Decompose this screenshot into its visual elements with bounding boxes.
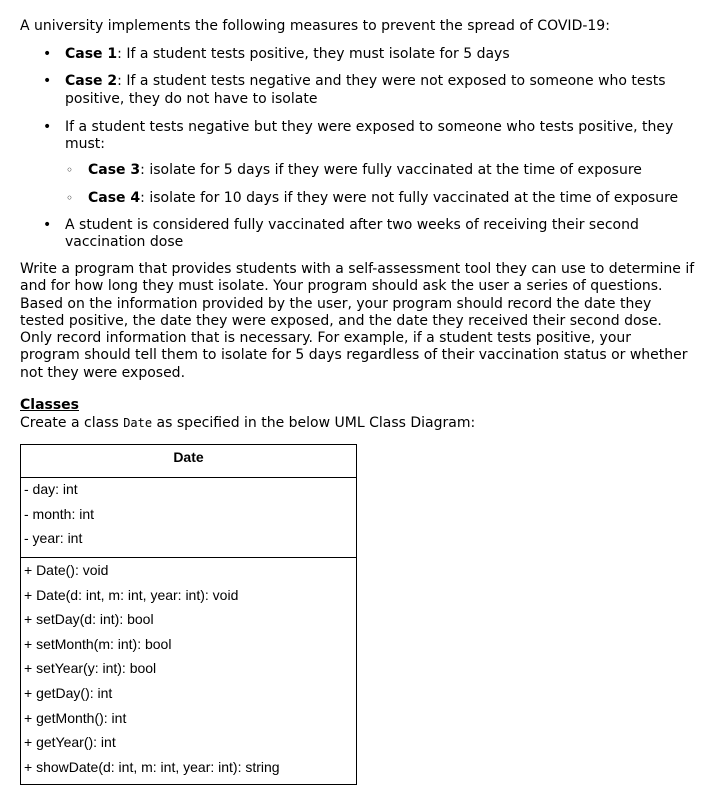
case-label: Case 1 — [65, 46, 118, 62]
uml-method: + Date(d: int, m: int, year: int): void — [24, 587, 239, 603]
bullet-marker: • — [43, 46, 52, 62]
create-suffix: as specified in the below UML Class Diagram: — [152, 415, 476, 431]
classes-heading: Classes — [20, 397, 80, 413]
uml-attribute: - month: int — [24, 506, 95, 522]
uml-method: + getYear(): int — [24, 734, 116, 750]
case-text: : isolate for 10 days if they were not fully vaccinated at the time of exposure — [140, 190, 679, 206]
uml-method: + setYear(y: int): bool — [24, 660, 157, 676]
bullet-marker: • — [43, 217, 52, 233]
sub-bullet-marker: ◦ — [66, 163, 74, 177]
bullet-case-2 — [65, 73, 675, 90]
bullet-vaccinated: A student is considered fully vaccinated after two weeks of receiving their second — [65, 217, 639, 233]
uml-method: + Date(): void — [24, 562, 109, 578]
bullet-marker: • — [43, 119, 52, 135]
uml-attribute: - year: int — [24, 530, 83, 546]
sub-bullet-marker: ◦ — [66, 191, 74, 205]
class-name-code: Date — [123, 416, 153, 430]
bullet-exposed-cont: must: — [65, 136, 106, 152]
create-prefix: Create a class — [20, 415, 124, 431]
uml-method: + setDay(d: int): bool — [24, 611, 154, 627]
bullet-exposed: If a student tests negative but they were exposed to someone who tests positive, they — [65, 119, 674, 135]
case-text: : If a student tests positive, they must isolate for 5 days — [117, 46, 510, 62]
sub-bullet-case-4 — [88, 190, 698, 207]
case-label: Case 2 — [65, 73, 118, 89]
case-text: : If a student tests negative and they were not exposed to someone who tests — [117, 73, 666, 89]
uml-method: + setMonth(m: int): bool — [24, 636, 172, 652]
uml-method: + showDate(d: int, m: int, year: int): string — [24, 759, 280, 775]
bullet-marker: • — [43, 73, 52, 89]
case-label: Case 3 — [88, 162, 141, 178]
intro-text: A university implements the following measures to prevent the spread of COVID-19: — [20, 18, 610, 34]
uml-method: + getDay(): int — [24, 685, 113, 701]
create-class-instruction — [20, 415, 475, 432]
uml-class-diagram — [20, 444, 357, 785]
bullet-case-1 — [65, 46, 675, 63]
case-label: Case 4 — [88, 190, 141, 206]
uml-section-divider — [21, 557, 356, 558]
uml-attribute: - day: int — [24, 481, 78, 497]
uml-class-title: Date — [21, 445, 356, 478]
bullet-case-2-cont: positive, they do not have to isolate — [65, 91, 318, 107]
assignment-paragraph: Write a program that provides students with a self-assessment tool they can use to determine if and for how long they must isolate. Your program should ask the user a series of questions. Based on the information provided by the user, your program should record the date they tested positive, the date they were exposed, and the date they received their second dose. Only record information that is necessary. For example, if a student tests positive, your program should tell them to isolate for 5 days regardless of their vaccination status or whether not they were exposed. — [20, 261, 695, 381]
bullet-vaccinated-cont: vaccination dose — [65, 234, 184, 250]
uml-method: + getMonth(): int — [24, 710, 127, 726]
sub-bullet-case-3 — [88, 162, 698, 179]
case-text: : isolate for 5 days if they were fully vaccinated at the time of exposure — [140, 162, 642, 178]
